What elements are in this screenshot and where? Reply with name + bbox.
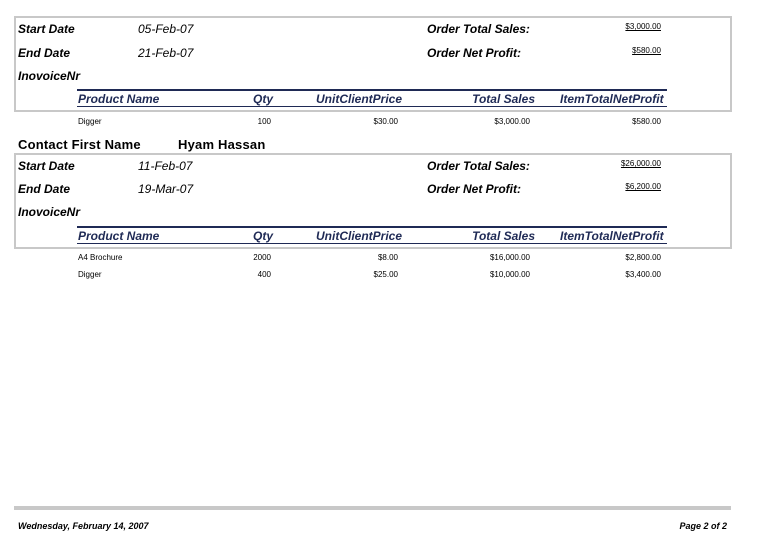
column-header-unit-price: UnitClientPrice: [316, 229, 403, 243]
cell-total-sales: $3,000.00: [494, 117, 530, 126]
cell-qty: 100: [257, 117, 271, 126]
header-rule-bottom: [77, 106, 667, 107]
footer-divider: [14, 506, 731, 510]
cell-product: Digger: [78, 117, 102, 126]
column-header-unit-price: UnitClientPrice: [316, 92, 403, 106]
column-header-product: Product Name: [78, 229, 160, 243]
cell-net-profit: $3,400.00: [625, 270, 661, 279]
end-date-value: 19-Mar-07: [138, 182, 194, 196]
header-rule-top: [77, 226, 667, 228]
cell-unit-price: $8.00: [377, 253, 398, 262]
end-date-label: End Date: [18, 46, 71, 60]
contact-first-name-label: Contact First Name: [18, 137, 141, 152]
cell-unit-price: $25.00: [373, 270, 398, 279]
column-header-qty: Qty: [253, 229, 274, 243]
column-header-product: Product Name: [78, 92, 160, 106]
order-total-sales-label: Order Total Sales:: [427, 22, 530, 36]
cell-net-profit: $2,800.00: [625, 253, 661, 262]
cell-net-profit: $580.00: [632, 117, 661, 126]
header-rule-bottom: [77, 243, 667, 244]
order-total-sales-value: $3,000.00: [625, 22, 661, 31]
column-header-net-profit: ItemTotalNetProfit: [560, 229, 664, 243]
start-date-value: 11-Feb-07: [138, 159, 193, 173]
cell-total-sales: $16,000.00: [489, 253, 530, 262]
invoice-number-label: InovoiceNr: [18, 69, 81, 83]
end-date-value: 21-Feb-07: [138, 46, 194, 60]
footer-date: Wednesday, February 14, 2007: [18, 521, 149, 531]
footer-page-number: Page 2 of 2: [679, 521, 727, 531]
order-net-profit-value: $580.00: [632, 46, 661, 55]
column-header-net-profit: ItemTotalNetProfit: [560, 92, 664, 106]
order-net-profit-label: Order Net Profit:: [427, 46, 522, 60]
cell-unit-price: $30.00: [373, 117, 398, 126]
invoice-number-label: InovoiceNr: [18, 205, 81, 219]
order-net-profit-value: $6,200.00: [625, 182, 661, 191]
column-header-total-sales: Total Sales: [472, 229, 535, 243]
start-date-value: 05-Feb-07: [138, 22, 194, 36]
order-net-profit-label: Order Net Profit:: [427, 182, 522, 196]
header-rule-top: [77, 89, 667, 91]
cell-qty: 2000: [253, 253, 271, 262]
start-date-label: Start Date: [18, 22, 75, 36]
order-total-sales-value: $26,000.00: [620, 159, 661, 168]
cell-product: Digger: [78, 270, 102, 279]
order-total-sales-label: Order Total Sales:: [427, 159, 530, 173]
start-date-label: Start Date: [18, 159, 75, 173]
column-header-total-sales: Total Sales: [472, 92, 535, 106]
cell-qty: 400: [257, 270, 271, 279]
cell-total-sales: $10,000.00: [489, 270, 530, 279]
end-date-label: End Date: [18, 182, 71, 196]
contact-first-name-value: Hyam Hassan: [178, 137, 266, 152]
cell-product: A4 Brochure: [78, 253, 123, 262]
column-header-qty: Qty: [253, 92, 274, 106]
